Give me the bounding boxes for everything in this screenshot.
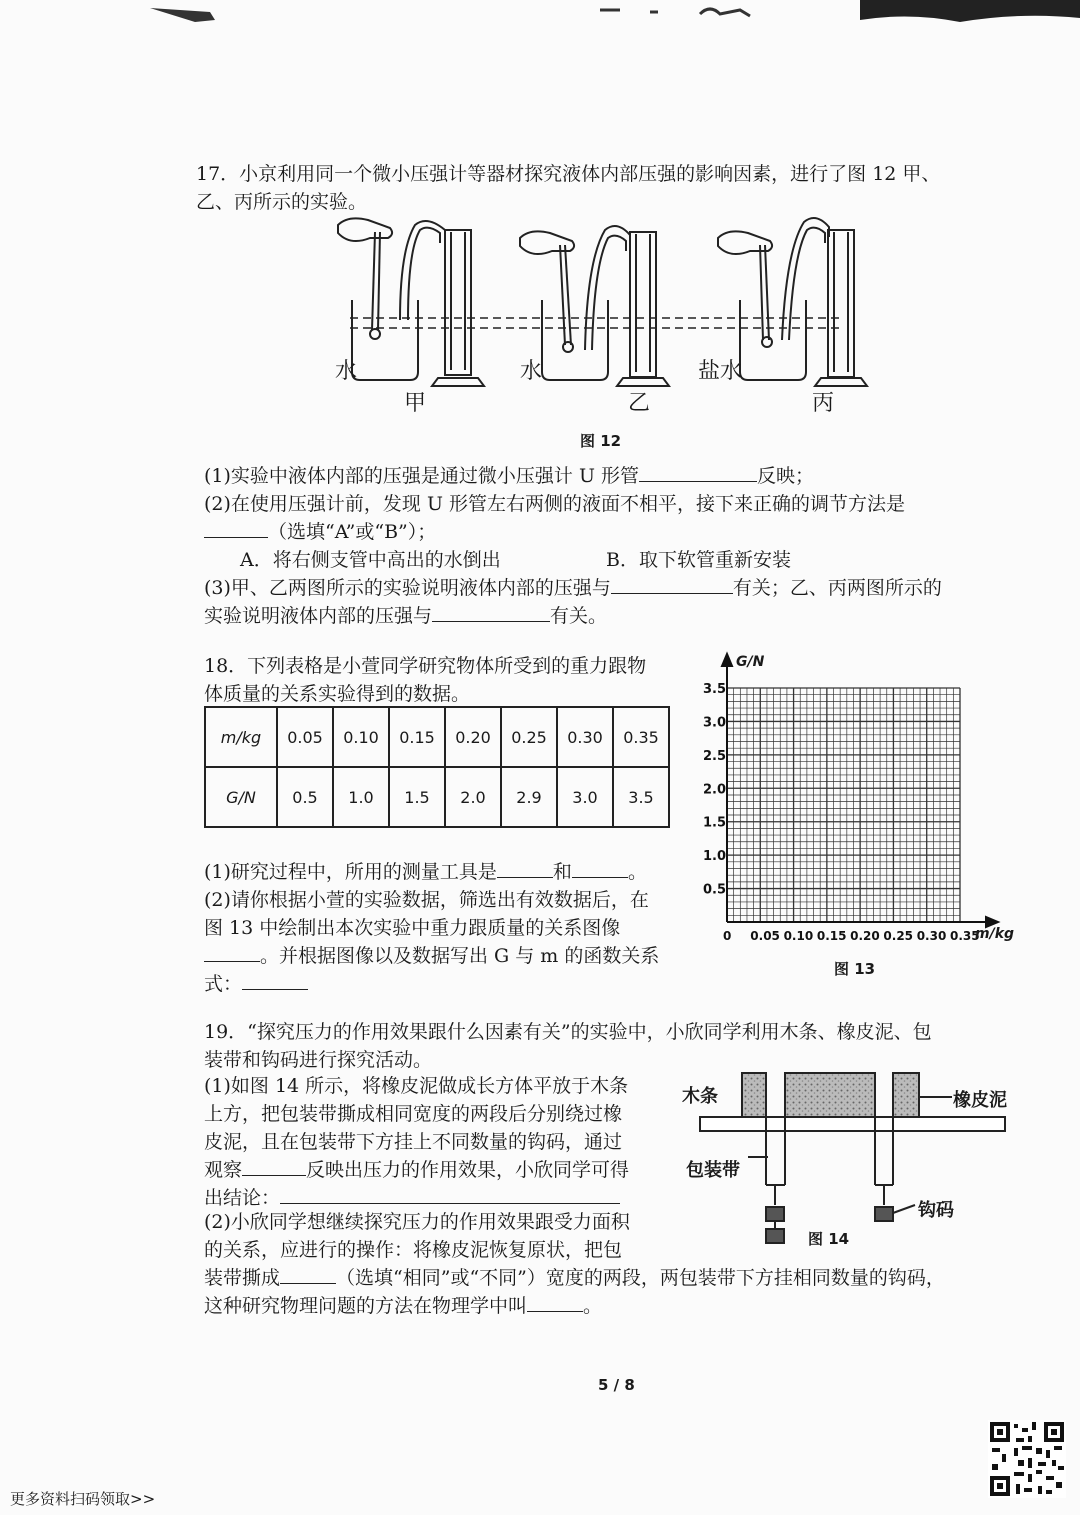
fig13-caption: 图 13 xyxy=(834,960,876,978)
q18-intro-line1: 18．下列表格是小萱同学研究物体所受到的重力跟物 xyxy=(204,655,647,677)
table-cell: 0.10 xyxy=(333,707,389,767)
table-cell: 0.35 xyxy=(613,707,669,767)
q18-part1: (1)研究过程中，所用的测量工具是 和 。 xyxy=(204,861,647,883)
q17-part2: (2)在使用压强计前，发现 U 形管左右两侧的液面不相平，接下来正确的调节方法是 xyxy=(204,493,906,515)
table-cell: 0.15 xyxy=(389,707,445,767)
table-cell: G/N xyxy=(205,767,277,827)
q19-part1-line5: 出结论： xyxy=(204,1184,620,1212)
fig14-tape-label: 包装带 xyxy=(686,1160,740,1181)
y-tick-label: 2.5 xyxy=(703,748,727,764)
scan-edge-artifacts xyxy=(0,0,1080,30)
page-number: 5 / 8 xyxy=(598,1376,635,1394)
q17-part3-line1: (3)甲、乙两图所示的实验说明液体内部的压强与 有关；乙、丙两图所示的 xyxy=(204,577,942,599)
x-tick-label: 0.35 xyxy=(950,929,980,943)
fig12-label-c: 丙 xyxy=(812,391,835,416)
q19-intro-line2: 装带和钩码进行探究活动。 xyxy=(204,1049,433,1071)
fig14-weight-label: 钩码 xyxy=(918,1200,954,1221)
q19-part1-line3: 皮泥，且在包装带下方挂上不同数量的钩码，通过 xyxy=(204,1131,623,1153)
y-tick-label: 2.0 xyxy=(703,782,727,798)
q19-part1-line2: 上方，把包装带撕成相同宽度的两段后分别绕过橡 xyxy=(204,1103,623,1125)
q19-part2-line2: 的关系，应进行的操作：将橡皮泥恢复原状，把包 xyxy=(204,1239,623,1261)
q19-part1-line1: (1)如图 14 所示，将橡皮泥做成长方体平放于木条 xyxy=(204,1075,629,1097)
fig12-label-a: 甲 xyxy=(404,391,427,416)
q19-part1-line4: 观察 反映出压力的作用效果，小欣同学可得 xyxy=(204,1159,630,1181)
x-tick-label: 0.15 xyxy=(816,929,847,943)
x-tick-label: 0.10 xyxy=(783,929,814,943)
data-table xyxy=(204,706,670,828)
graph-y-label: G/N xyxy=(736,654,765,670)
table-cell: 1.5 xyxy=(389,767,445,827)
x-tick-label: 0.20 xyxy=(850,929,880,943)
q19-intro-line1: 19．“探究压力的作用效果跟什么因素有关”的实验中，小欣同学利用木条、橡皮泥、包 xyxy=(204,1021,932,1043)
y-tick-label: 1.0 xyxy=(703,849,727,865)
x-tick-label: 0.30 xyxy=(916,929,947,943)
fig12-liquid-c: 盐水 xyxy=(698,359,743,384)
q17-part3-line2: 实验说明液体内部的压强与 有关。 xyxy=(204,605,608,627)
q18-part2-line3: 。并根据图像以及数据写出 G 与 m 的函数关系 xyxy=(204,942,659,970)
fig12-liquid-b: 水 xyxy=(520,359,543,384)
y-tick-label: 3.5 xyxy=(703,682,727,697)
q17-intro-line1: 17．小京利用同一个微小压强计等器材探究液体内部压强的影响因素，进行了图 12 甲、 xyxy=(196,163,941,185)
q19-part2-line3: 装带撕成 （选填“相同”或“不同”）宽度的两段，两包装带下方挂相同数量的钩码， xyxy=(204,1267,945,1289)
x-tick-label: 0.05 xyxy=(750,929,780,943)
x-tick-label: 0.25 xyxy=(883,929,914,943)
fig12-caption: 图 12 xyxy=(580,432,622,450)
q18-part2-line1: (2)请你根据小萱的实验数据，筛选出有效数据后，在 xyxy=(204,889,649,911)
x-tick-label: 0 xyxy=(723,929,732,943)
table-cell: 2.9 xyxy=(501,767,557,827)
q18-part2-line2: 图 13 中绘制出本次实验中重力跟质量的关系图像 xyxy=(204,917,621,939)
q17-part1: (1)实验中液体内部的压强是通过微小压强计 U 形管 反映； xyxy=(204,465,815,487)
fig14-clay-label: 橡皮泥 xyxy=(953,1090,1007,1111)
promo-link[interactable]: 更多资料扫码领取>> xyxy=(10,1490,156,1508)
table-cell: 0.05 xyxy=(277,707,333,767)
graph-x-label: m/kg xyxy=(975,926,1015,942)
fig14-caption: 图 14 xyxy=(808,1230,850,1248)
table-cell: 0.30 xyxy=(557,707,613,767)
table-cell: 3.0 xyxy=(557,767,613,827)
fig14-wood-label: 木条 xyxy=(682,1086,718,1107)
fig12-label-b: 乙 xyxy=(628,391,651,416)
q18-part2-line4: 式： xyxy=(204,970,308,998)
table-row xyxy=(205,767,669,827)
table-cell: 2.0 xyxy=(445,767,501,827)
fig12-liquid-a: 水 xyxy=(335,359,358,384)
q18-intro-line2: 体质量的关系实验得到的数据。 xyxy=(204,683,471,705)
q17-option-b: B．取下软管重新安装 xyxy=(606,549,791,571)
figure-13-graph-grid xyxy=(695,650,1025,950)
y-tick-label: 1.5 xyxy=(703,815,727,831)
q17-intro-line2: 乙、丙所示的实验。 xyxy=(196,191,368,213)
y-tick-label: 0.5 xyxy=(703,882,727,898)
qr-code[interactable] xyxy=(988,1420,1066,1498)
table-cell: 0.20 xyxy=(445,707,501,767)
table-cell: 0.25 xyxy=(501,707,557,767)
q19-part2-line1: (2)小欣同学想继续探究压力的作用效果跟受力面积 xyxy=(204,1211,630,1233)
table-cell: 1.0 xyxy=(333,767,389,827)
table-row xyxy=(205,707,669,767)
hand-icon xyxy=(338,218,392,241)
q17-option-a: A．将右侧支管中高出的水倒出 xyxy=(240,549,501,571)
q19-part2-line4: 这种研究物理问题的方法在物理学中叫 。 xyxy=(204,1295,603,1317)
y-tick-label: 3.0 xyxy=(703,715,727,731)
table-cell: 0.5 xyxy=(277,767,333,827)
table-cell: m/kg xyxy=(205,707,277,767)
table-cell: 3.5 xyxy=(613,767,669,827)
q17-part2-fill: （选填“A”或“B”）； xyxy=(204,518,436,546)
